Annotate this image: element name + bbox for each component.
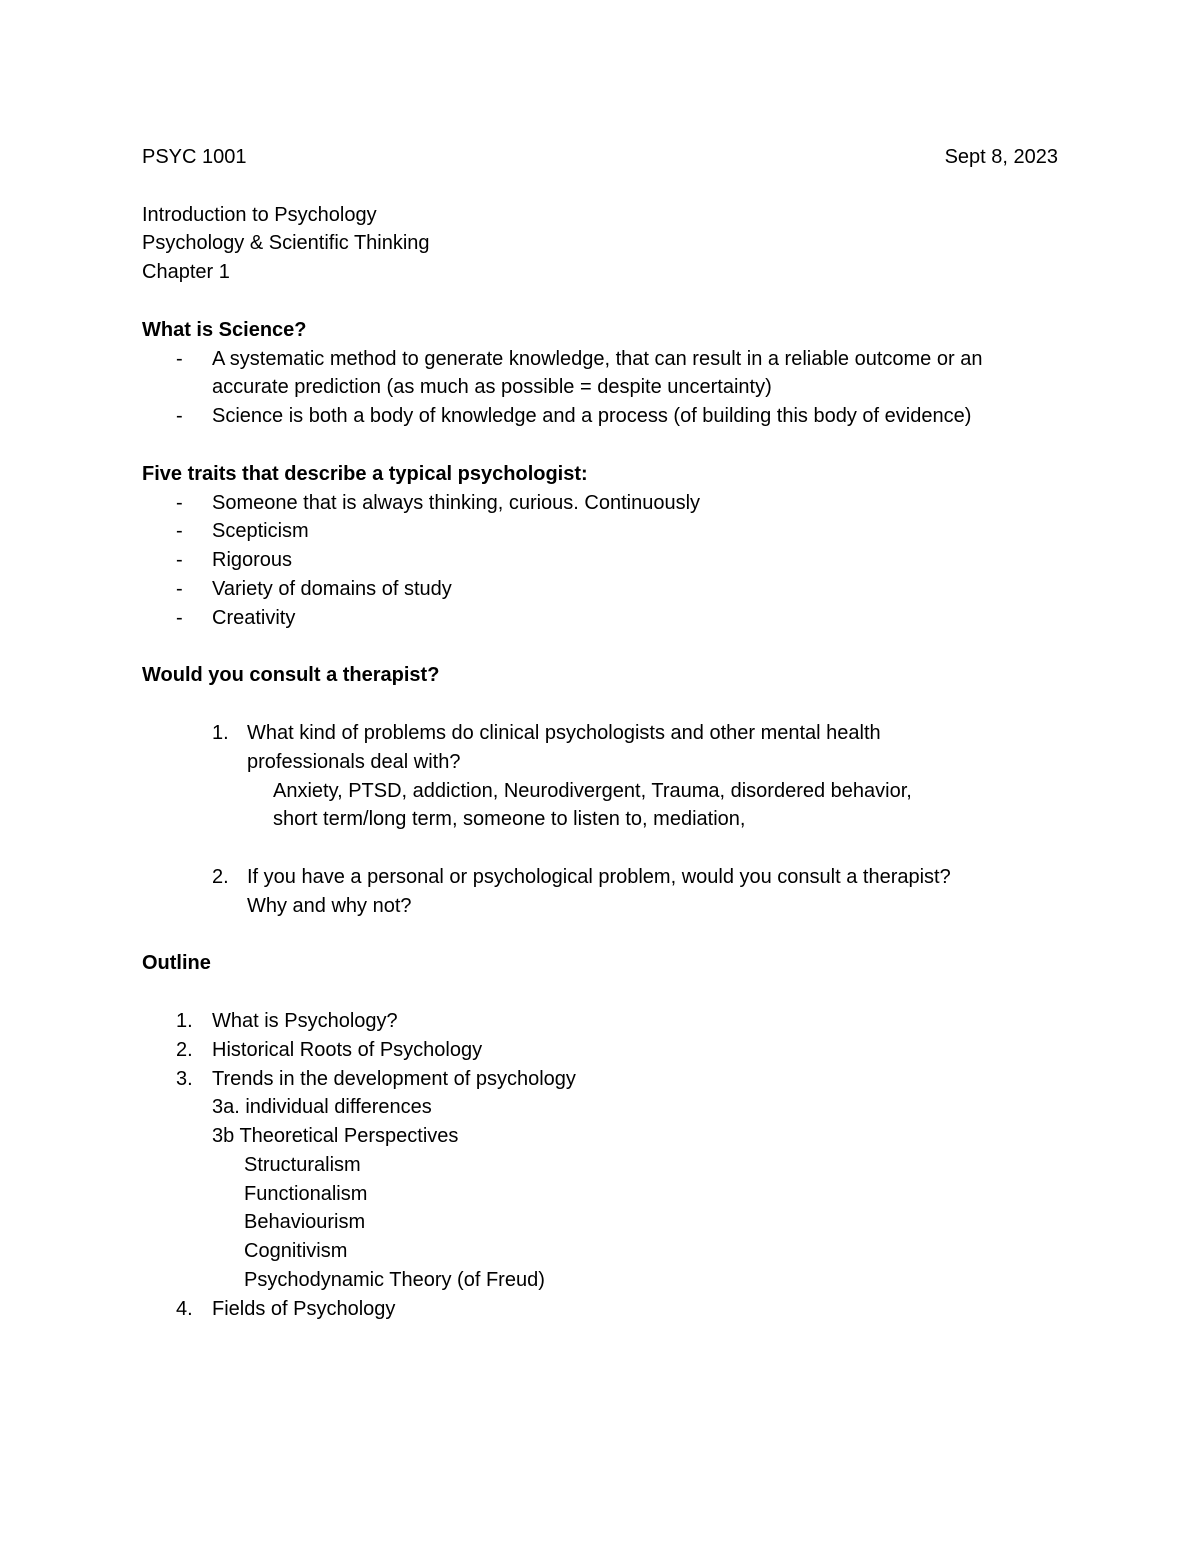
outline-text: Fields of Psychology (212, 1297, 396, 1320)
question-item (142, 863, 1058, 921)
list-item (142, 546, 1058, 575)
list-item (142, 345, 1058, 403)
outline-number: 1. (176, 1009, 193, 1032)
outline-number: 4. (176, 1297, 193, 1320)
list-item (142, 517, 1058, 546)
outline-subitem: 3a. individual differences (212, 1096, 432, 1119)
outline-number: 3. (176, 1067, 193, 1090)
outline-item (142, 1065, 1058, 1094)
section-heading-science: What is Science? (142, 318, 307, 341)
list-item-text: Someone that is always thinking, curious. Continuously (212, 491, 701, 514)
question-text: What kind of problems do clinical psychologists and other mental health (247, 721, 881, 744)
subtitle-line: Psychology & Scientific Thinking (142, 232, 430, 255)
outline-text: What is Psychology? (212, 1009, 398, 1032)
outline-item (142, 1007, 1058, 1036)
outline-item (142, 1036, 1058, 1065)
list-item (142, 402, 1058, 431)
dash-marker: - (176, 520, 183, 543)
outline-text: Trends in the development of psychology (212, 1067, 576, 1090)
perspective-item: Psychodynamic Theory (of Freud) (244, 1269, 545, 1292)
answer-text: short term/long term, someone to listen to, mediation, (273, 808, 746, 831)
section-heading-outline: Outline (142, 952, 211, 975)
list-item-text: Scepticism (212, 520, 309, 543)
list-item-text: A systematic method to generate knowledge, that can result in a reliable outcome or an accurate prediction (as much as possible = despite uncertainty) (212, 347, 983, 399)
list-item-text: Rigorous (212, 549, 293, 572)
title-line: Introduction to Psychology (142, 203, 377, 226)
outline-text: Historical Roots of Psychology (212, 1038, 483, 1061)
question-number: 2. (212, 865, 229, 888)
question-text: professionals deal with? (247, 750, 461, 773)
dash-marker: - (176, 491, 183, 514)
perspective-item: Structuralism (244, 1153, 361, 1176)
question-text: If you have a personal or psychological problem, would you consult a therapist? (247, 865, 951, 888)
list-item-text: Science is both a body of knowledge and a process (of building this body of evidence) (212, 405, 972, 428)
dash-marker: - (176, 549, 183, 572)
section-heading-traits: Five traits that describe a typical psychologist: (142, 462, 588, 485)
perspective-item: Functionalism (244, 1182, 368, 1205)
dash-marker: - (176, 347, 183, 370)
list-item (142, 604, 1058, 633)
list-item-text: Variety of domains of study (212, 577, 452, 600)
chapter-line: Chapter 1 (142, 261, 230, 284)
document-page (142, 143, 1058, 1324)
outline-subitem: 3b Theoretical Perspectives (212, 1125, 459, 1148)
perspective-item: Behaviourism (244, 1211, 366, 1234)
list-item-text: Creativity (212, 606, 296, 629)
question-text: Why and why not? (247, 894, 412, 917)
lecture-date: Sept 8, 2023 (944, 146, 1058, 168)
dash-marker: - (176, 606, 183, 629)
outline-number: 2. (176, 1038, 193, 1061)
question-item (142, 719, 1058, 777)
outline-item (142, 1295, 1058, 1324)
course-code: PSYC 1001 (142, 146, 247, 168)
document-header (142, 143, 1058, 172)
section-heading-therapist: Would you consult a therapist? (142, 664, 440, 687)
question-number: 1. (212, 721, 229, 744)
list-item (142, 575, 1058, 604)
dash-marker: - (176, 405, 183, 428)
answer-text: Anxiety, PTSD, addiction, Neurodivergent, Trauma, disordered behavior, (273, 779, 912, 802)
perspective-item: Cognitivism (244, 1240, 348, 1263)
dash-marker: - (176, 577, 183, 600)
list-item (142, 489, 1058, 518)
